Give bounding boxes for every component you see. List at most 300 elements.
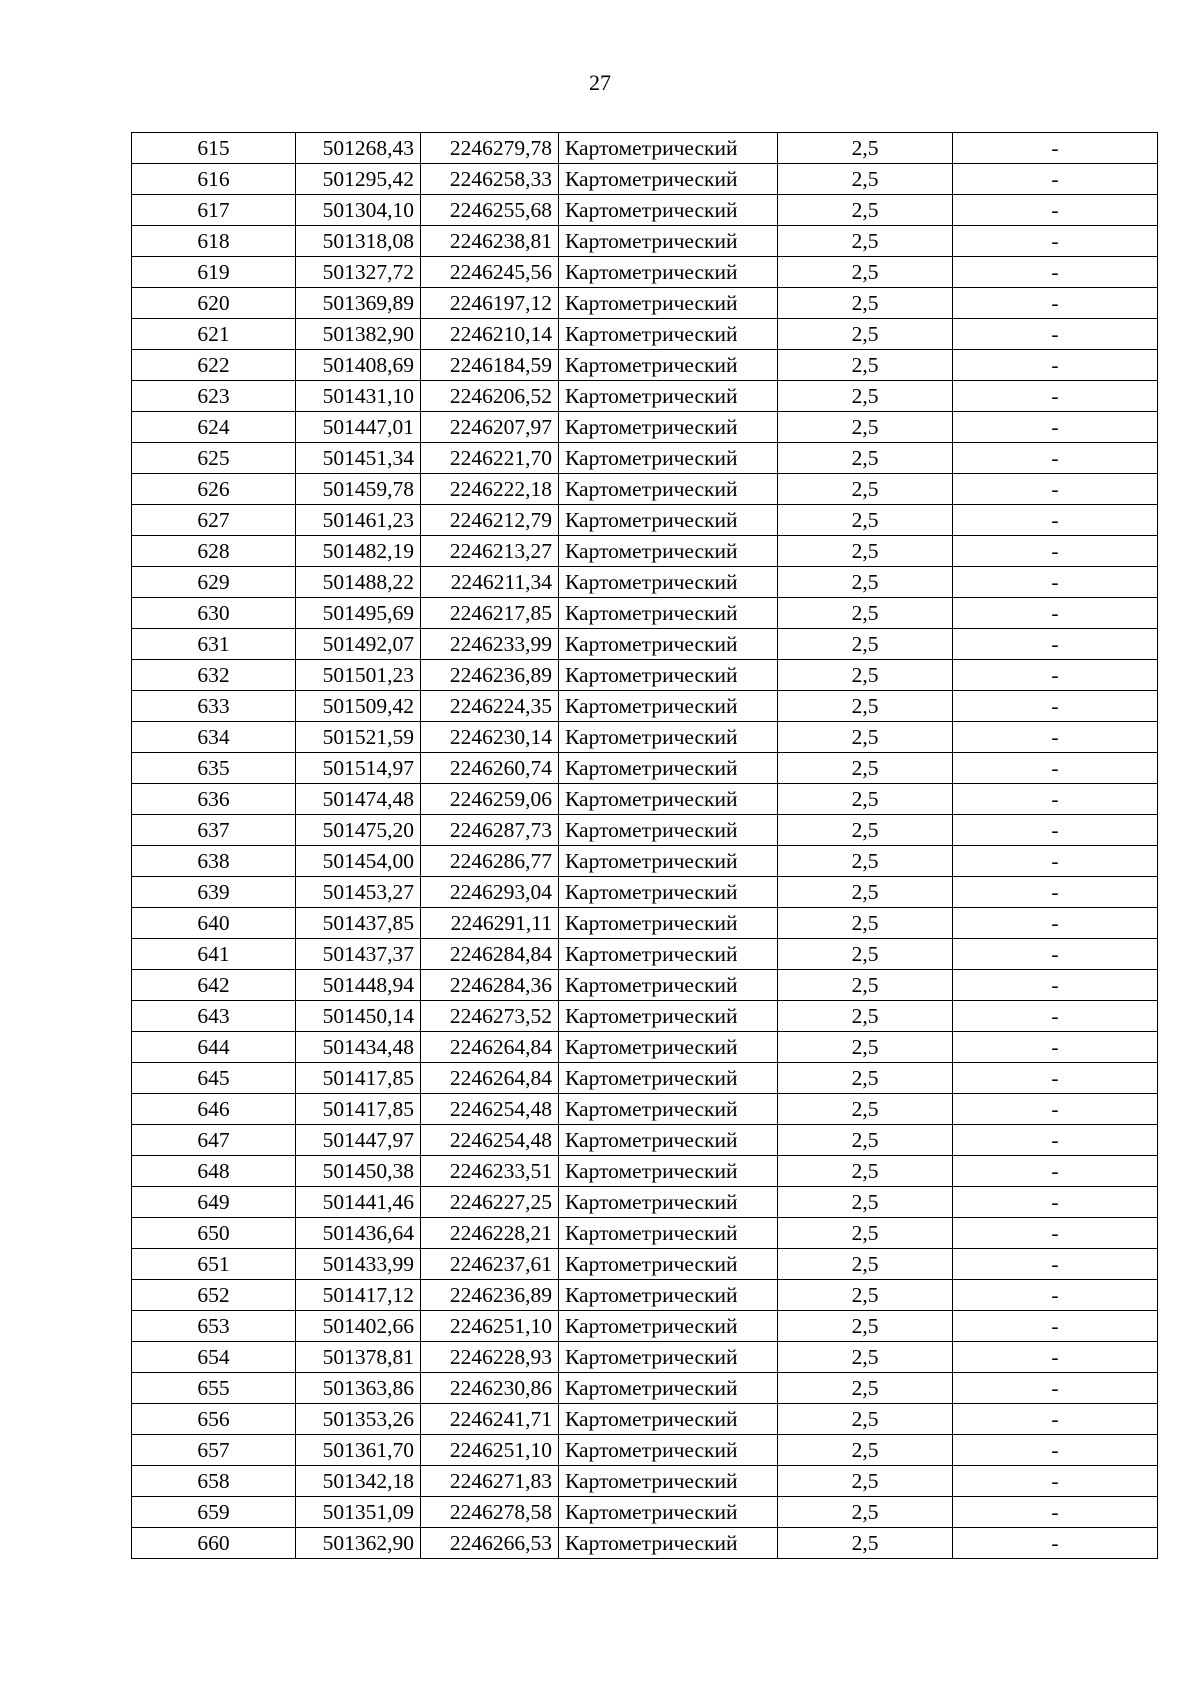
cell-accuracy: 2,5 xyxy=(778,846,953,877)
cell-note: - xyxy=(953,1435,1158,1466)
table-row xyxy=(132,536,1158,567)
cell-method: Картометрический xyxy=(559,753,778,784)
cell-y: 2246258,33 xyxy=(421,164,559,195)
cell-method: Картометрический xyxy=(559,1342,778,1373)
cell-note: - xyxy=(953,133,1158,164)
cell-point: 658 xyxy=(132,1466,296,1497)
cell-y: 2246251,10 xyxy=(421,1435,559,1466)
cell-x: 501342,18 xyxy=(296,1466,421,1497)
cell-note: - xyxy=(953,722,1158,753)
table-row xyxy=(132,660,1158,691)
cell-accuracy: 2,5 xyxy=(778,1342,953,1373)
cell-note: - xyxy=(953,1528,1158,1559)
cell-y: 2246211,34 xyxy=(421,567,559,598)
cell-method: Картометрический xyxy=(559,505,778,536)
cell-x: 501447,01 xyxy=(296,412,421,443)
cell-x: 501441,46 xyxy=(296,1187,421,1218)
table-row xyxy=(132,1187,1158,1218)
cell-y: 2246228,21 xyxy=(421,1218,559,1249)
cell-point: 623 xyxy=(132,381,296,412)
cell-method: Картометрический xyxy=(559,846,778,877)
cell-y: 2246221,70 xyxy=(421,443,559,474)
cell-point: 651 xyxy=(132,1249,296,1280)
cell-accuracy: 2,5 xyxy=(778,691,953,722)
cell-accuracy: 2,5 xyxy=(778,1311,953,1342)
cell-accuracy: 2,5 xyxy=(778,1001,953,1032)
cell-point: 617 xyxy=(132,195,296,226)
table-row xyxy=(132,133,1158,164)
cell-method: Картометрический xyxy=(559,195,778,226)
cell-point: 629 xyxy=(132,567,296,598)
table-row xyxy=(132,319,1158,350)
cell-method: Картометрический xyxy=(559,598,778,629)
cell-y: 2246286,77 xyxy=(421,846,559,877)
cell-note: - xyxy=(953,1187,1158,1218)
cell-method: Картометрический xyxy=(559,1404,778,1435)
cell-accuracy: 2,5 xyxy=(778,1373,953,1404)
cell-accuracy: 2,5 xyxy=(778,753,953,784)
cell-point: 628 xyxy=(132,536,296,567)
cell-accuracy: 2,5 xyxy=(778,1032,953,1063)
cell-accuracy: 2,5 xyxy=(778,877,953,908)
cell-y: 2246278,58 xyxy=(421,1497,559,1528)
cell-y: 2246217,85 xyxy=(421,598,559,629)
cell-y: 2246264,84 xyxy=(421,1063,559,1094)
cell-y: 2246254,48 xyxy=(421,1094,559,1125)
cell-point: 624 xyxy=(132,412,296,443)
cell-accuracy: 2,5 xyxy=(778,536,953,567)
cell-method: Картометрический xyxy=(559,1373,778,1404)
cell-note: - xyxy=(953,1218,1158,1249)
cell-method: Картометрический xyxy=(559,1528,778,1559)
table-row xyxy=(132,1125,1158,1156)
cell-method: Картометрический xyxy=(559,691,778,722)
cell-x: 501369,89 xyxy=(296,288,421,319)
cell-y: 2246210,14 xyxy=(421,319,559,350)
cell-note: - xyxy=(953,846,1158,877)
cell-point: 635 xyxy=(132,753,296,784)
cell-method: Картометрический xyxy=(559,381,778,412)
cell-method: Картометрический xyxy=(559,412,778,443)
cell-x: 501417,85 xyxy=(296,1063,421,1094)
cell-y: 2246227,25 xyxy=(421,1187,559,1218)
cell-note: - xyxy=(953,970,1158,1001)
cell-y: 2246255,68 xyxy=(421,195,559,226)
cell-x: 501351,09 xyxy=(296,1497,421,1528)
cell-accuracy: 2,5 xyxy=(778,443,953,474)
cell-method: Картометрический xyxy=(559,1156,778,1187)
table-row xyxy=(132,567,1158,598)
table-row xyxy=(132,691,1158,722)
cell-y: 2246230,14 xyxy=(421,722,559,753)
cell-accuracy: 2,5 xyxy=(778,1404,953,1435)
cell-note: - xyxy=(953,1032,1158,1063)
cell-point: 639 xyxy=(132,877,296,908)
table-row xyxy=(132,1311,1158,1342)
cell-accuracy: 2,5 xyxy=(778,1125,953,1156)
cell-method: Картометрический xyxy=(559,1218,778,1249)
cell-method: Картометрический xyxy=(559,1125,778,1156)
cell-y: 2246224,35 xyxy=(421,691,559,722)
cell-accuracy: 2,5 xyxy=(778,381,953,412)
cell-x: 501408,69 xyxy=(296,350,421,381)
cell-x: 501450,38 xyxy=(296,1156,421,1187)
cell-y: 2246233,99 xyxy=(421,629,559,660)
cell-point: 656 xyxy=(132,1404,296,1435)
cell-x: 501448,94 xyxy=(296,970,421,1001)
cell-x: 501378,81 xyxy=(296,1342,421,1373)
cell-x: 501417,12 xyxy=(296,1280,421,1311)
cell-point: 660 xyxy=(132,1528,296,1559)
cell-accuracy: 2,5 xyxy=(778,908,953,939)
cell-note: - xyxy=(953,1094,1158,1125)
cell-x: 501501,23 xyxy=(296,660,421,691)
cell-point: 616 xyxy=(132,164,296,195)
cell-point: 636 xyxy=(132,784,296,815)
cell-note: - xyxy=(953,1497,1158,1528)
cell-point: 620 xyxy=(132,288,296,319)
table-row xyxy=(132,1094,1158,1125)
cell-y: 2246212,79 xyxy=(421,505,559,536)
cell-note: - xyxy=(953,412,1158,443)
table-row xyxy=(132,598,1158,629)
cell-y: 2246238,81 xyxy=(421,226,559,257)
cell-point: 642 xyxy=(132,970,296,1001)
cell-accuracy: 2,5 xyxy=(778,629,953,660)
table-row xyxy=(132,1373,1158,1404)
cell-accuracy: 2,5 xyxy=(778,412,953,443)
cell-point: 654 xyxy=(132,1342,296,1373)
cell-accuracy: 2,5 xyxy=(778,1497,953,1528)
cell-accuracy: 2,5 xyxy=(778,1218,953,1249)
cell-method: Картометрический xyxy=(559,877,778,908)
table-row xyxy=(132,815,1158,846)
cell-accuracy: 2,5 xyxy=(778,319,953,350)
cell-y: 2246228,93 xyxy=(421,1342,559,1373)
cell-y: 2246230,86 xyxy=(421,1373,559,1404)
cell-point: 632 xyxy=(132,660,296,691)
cell-y: 2246233,51 xyxy=(421,1156,559,1187)
cell-point: 653 xyxy=(132,1311,296,1342)
cell-point: 640 xyxy=(132,908,296,939)
cell-accuracy: 2,5 xyxy=(778,1280,953,1311)
cell-accuracy: 2,5 xyxy=(778,505,953,536)
cell-accuracy: 2,5 xyxy=(778,660,953,691)
cell-point: 646 xyxy=(132,1094,296,1125)
cell-x: 501450,14 xyxy=(296,1001,421,1032)
table-row xyxy=(132,381,1158,412)
cell-point: 643 xyxy=(132,1001,296,1032)
cell-x: 501437,37 xyxy=(296,939,421,970)
cell-method: Картометрический xyxy=(559,1187,778,1218)
cell-method: Картометрический xyxy=(559,784,778,815)
cell-accuracy: 2,5 xyxy=(778,164,953,195)
cell-x: 501434,48 xyxy=(296,1032,421,1063)
cell-point: 621 xyxy=(132,319,296,350)
cell-note: - xyxy=(953,319,1158,350)
cell-note: - xyxy=(953,567,1158,598)
table-row xyxy=(132,629,1158,660)
cell-note: - xyxy=(953,350,1158,381)
cell-y: 2246287,73 xyxy=(421,815,559,846)
cell-method: Картометрический xyxy=(559,443,778,474)
cell-x: 501488,22 xyxy=(296,567,421,598)
cell-note: - xyxy=(953,1373,1158,1404)
cell-x: 501362,90 xyxy=(296,1528,421,1559)
cell-x: 501327,72 xyxy=(296,257,421,288)
cell-point: 633 xyxy=(132,691,296,722)
cell-y: 2246266,53 xyxy=(421,1528,559,1559)
cell-accuracy: 2,5 xyxy=(778,474,953,505)
cell-point: 626 xyxy=(132,474,296,505)
cell-y: 2246264,84 xyxy=(421,1032,559,1063)
cell-accuracy: 2,5 xyxy=(778,1466,953,1497)
cell-method: Картометрический xyxy=(559,1311,778,1342)
cell-point: 655 xyxy=(132,1373,296,1404)
cell-accuracy: 2,5 xyxy=(778,1187,953,1218)
cell-accuracy: 2,5 xyxy=(778,350,953,381)
table-row xyxy=(132,412,1158,443)
cell-method: Картометрический xyxy=(559,1032,778,1063)
cell-point: 615 xyxy=(132,133,296,164)
table-row xyxy=(132,970,1158,1001)
cell-x: 501453,27 xyxy=(296,877,421,908)
cell-note: - xyxy=(953,195,1158,226)
cell-point: 625 xyxy=(132,443,296,474)
page-number: 27 xyxy=(589,70,611,95)
cell-accuracy: 2,5 xyxy=(778,1094,953,1125)
cell-point: 641 xyxy=(132,939,296,970)
cell-note: - xyxy=(953,1063,1158,1094)
cell-method: Картометрический xyxy=(559,1094,778,1125)
cell-y: 2246293,04 xyxy=(421,877,559,908)
cell-method: Картометрический xyxy=(559,226,778,257)
table-row xyxy=(132,1466,1158,1497)
table-row xyxy=(132,1001,1158,1032)
table-row xyxy=(132,846,1158,877)
table-row xyxy=(132,877,1158,908)
cell-x: 501482,19 xyxy=(296,536,421,567)
cell-x: 501433,99 xyxy=(296,1249,421,1280)
cell-accuracy: 2,5 xyxy=(778,598,953,629)
cell-x: 501509,42 xyxy=(296,691,421,722)
cell-method: Картометрический xyxy=(559,1497,778,1528)
cell-y: 2246184,59 xyxy=(421,350,559,381)
cell-y: 2246206,52 xyxy=(421,381,559,412)
cell-y: 2246237,61 xyxy=(421,1249,559,1280)
cell-x: 501431,10 xyxy=(296,381,421,412)
cell-note: - xyxy=(953,164,1158,195)
cell-y: 2246284,36 xyxy=(421,970,559,1001)
cell-method: Картометрический xyxy=(559,288,778,319)
cell-x: 501402,66 xyxy=(296,1311,421,1342)
cell-method: Картометрический xyxy=(559,1435,778,1466)
cell-accuracy: 2,5 xyxy=(778,1435,953,1466)
table-row xyxy=(132,1032,1158,1063)
cell-accuracy: 2,5 xyxy=(778,1063,953,1094)
cell-accuracy: 2,5 xyxy=(778,970,953,1001)
cell-x: 501475,20 xyxy=(296,815,421,846)
cell-point: 657 xyxy=(132,1435,296,1466)
cell-x: 501521,59 xyxy=(296,722,421,753)
cell-method: Картометрический xyxy=(559,133,778,164)
table-row xyxy=(132,784,1158,815)
table-row xyxy=(132,1280,1158,1311)
table-row xyxy=(132,1404,1158,1435)
cell-note: - xyxy=(953,939,1158,970)
cell-accuracy: 2,5 xyxy=(778,567,953,598)
cell-method: Картометрический xyxy=(559,970,778,1001)
cell-x: 501495,69 xyxy=(296,598,421,629)
cell-point: 622 xyxy=(132,350,296,381)
table-row xyxy=(132,195,1158,226)
cell-note: - xyxy=(953,443,1158,474)
cell-note: - xyxy=(953,598,1158,629)
cell-x: 501353,26 xyxy=(296,1404,421,1435)
cell-method: Картометрический xyxy=(559,536,778,567)
cell-accuracy: 2,5 xyxy=(778,133,953,164)
cell-method: Картометрический xyxy=(559,1001,778,1032)
cell-y: 2246213,27 xyxy=(421,536,559,567)
table-row xyxy=(132,1528,1158,1559)
cell-method: Картометрический xyxy=(559,257,778,288)
cell-x: 501417,85 xyxy=(296,1094,421,1125)
cell-point: 627 xyxy=(132,505,296,536)
cell-y: 2246197,12 xyxy=(421,288,559,319)
cell-note: - xyxy=(953,877,1158,908)
table-row xyxy=(132,288,1158,319)
cell-note: - xyxy=(953,660,1158,691)
cell-x: 501382,90 xyxy=(296,319,421,350)
cell-method: Картометрический xyxy=(559,350,778,381)
table-row xyxy=(132,1249,1158,1280)
cell-y: 2246222,18 xyxy=(421,474,559,505)
cell-note: - xyxy=(953,505,1158,536)
table-row xyxy=(132,1218,1158,1249)
table-row xyxy=(132,164,1158,195)
cell-note: - xyxy=(953,784,1158,815)
cell-y: 2246236,89 xyxy=(421,660,559,691)
cell-x: 501304,10 xyxy=(296,195,421,226)
cell-accuracy: 2,5 xyxy=(778,195,953,226)
cell-accuracy: 2,5 xyxy=(778,226,953,257)
cell-note: - xyxy=(953,1466,1158,1497)
cell-y: 2246259,06 xyxy=(421,784,559,815)
cell-point: 619 xyxy=(132,257,296,288)
cell-x: 501268,43 xyxy=(296,133,421,164)
cell-method: Картометрический xyxy=(559,474,778,505)
cell-y: 2246291,11 xyxy=(421,908,559,939)
cell-note: - xyxy=(953,474,1158,505)
table-row xyxy=(132,722,1158,753)
table-row xyxy=(132,1435,1158,1466)
cell-y: 2246260,74 xyxy=(421,753,559,784)
cell-note: - xyxy=(953,288,1158,319)
cell-method: Картометрический xyxy=(559,1063,778,1094)
cell-y: 2246241,71 xyxy=(421,1404,559,1435)
table-row xyxy=(132,226,1158,257)
cell-note: - xyxy=(953,1342,1158,1373)
cell-point: 652 xyxy=(132,1280,296,1311)
cell-x: 501459,78 xyxy=(296,474,421,505)
cell-note: - xyxy=(953,1280,1158,1311)
cell-accuracy: 2,5 xyxy=(778,939,953,970)
cell-accuracy: 2,5 xyxy=(778,1249,953,1280)
cell-point: 645 xyxy=(132,1063,296,1094)
cell-note: - xyxy=(953,753,1158,784)
cell-note: - xyxy=(953,1249,1158,1280)
cell-x: 501474,48 xyxy=(296,784,421,815)
cell-method: Картометрический xyxy=(559,1466,778,1497)
cell-point: 647 xyxy=(132,1125,296,1156)
cell-method: Картометрический xyxy=(559,722,778,753)
cell-x: 501454,00 xyxy=(296,846,421,877)
cell-point: 648 xyxy=(132,1156,296,1187)
cell-y: 2246254,48 xyxy=(421,1125,559,1156)
cell-note: - xyxy=(953,257,1158,288)
cell-accuracy: 2,5 xyxy=(778,722,953,753)
table-row xyxy=(132,443,1158,474)
cell-x: 501363,86 xyxy=(296,1373,421,1404)
cell-accuracy: 2,5 xyxy=(778,288,953,319)
cell-accuracy: 2,5 xyxy=(778,815,953,846)
cell-y: 2246284,84 xyxy=(421,939,559,970)
cell-point: 618 xyxy=(132,226,296,257)
cell-note: - xyxy=(953,1404,1158,1435)
table-row xyxy=(132,908,1158,939)
cell-x: 501514,97 xyxy=(296,753,421,784)
cell-accuracy: 2,5 xyxy=(778,784,953,815)
cell-point: 638 xyxy=(132,846,296,877)
cell-x: 501492,07 xyxy=(296,629,421,660)
cell-note: - xyxy=(953,1156,1158,1187)
table-row xyxy=(132,350,1158,381)
cell-note: - xyxy=(953,226,1158,257)
cell-note: - xyxy=(953,691,1158,722)
cell-x: 501436,64 xyxy=(296,1218,421,1249)
coordinates-table xyxy=(131,132,1158,1559)
table-row xyxy=(132,753,1158,784)
cell-accuracy: 2,5 xyxy=(778,1528,953,1559)
cell-note: - xyxy=(953,1001,1158,1032)
cell-point: 659 xyxy=(132,1497,296,1528)
cell-x: 501437,85 xyxy=(296,908,421,939)
cell-note: - xyxy=(953,629,1158,660)
cell-accuracy: 2,5 xyxy=(778,1156,953,1187)
cell-method: Картометрический xyxy=(559,567,778,598)
cell-y: 2246273,52 xyxy=(421,1001,559,1032)
table-row xyxy=(132,1342,1158,1373)
table-row xyxy=(132,939,1158,970)
cell-method: Картометрический xyxy=(559,629,778,660)
cell-note: - xyxy=(953,908,1158,939)
cell-method: Картометрический xyxy=(559,1249,778,1280)
cell-note: - xyxy=(953,1311,1158,1342)
cell-point: 634 xyxy=(132,722,296,753)
cell-y: 2246279,78 xyxy=(421,133,559,164)
table-row xyxy=(132,257,1158,288)
cell-y: 2246251,10 xyxy=(421,1311,559,1342)
cell-note: - xyxy=(953,536,1158,567)
cell-method: Картометрический xyxy=(559,660,778,691)
cell-method: Картометрический xyxy=(559,815,778,846)
cell-x: 501461,23 xyxy=(296,505,421,536)
cell-method: Картометрический xyxy=(559,939,778,970)
table-row xyxy=(132,474,1158,505)
cell-y: 2246207,97 xyxy=(421,412,559,443)
cell-x: 501295,42 xyxy=(296,164,421,195)
table-row xyxy=(132,1497,1158,1528)
